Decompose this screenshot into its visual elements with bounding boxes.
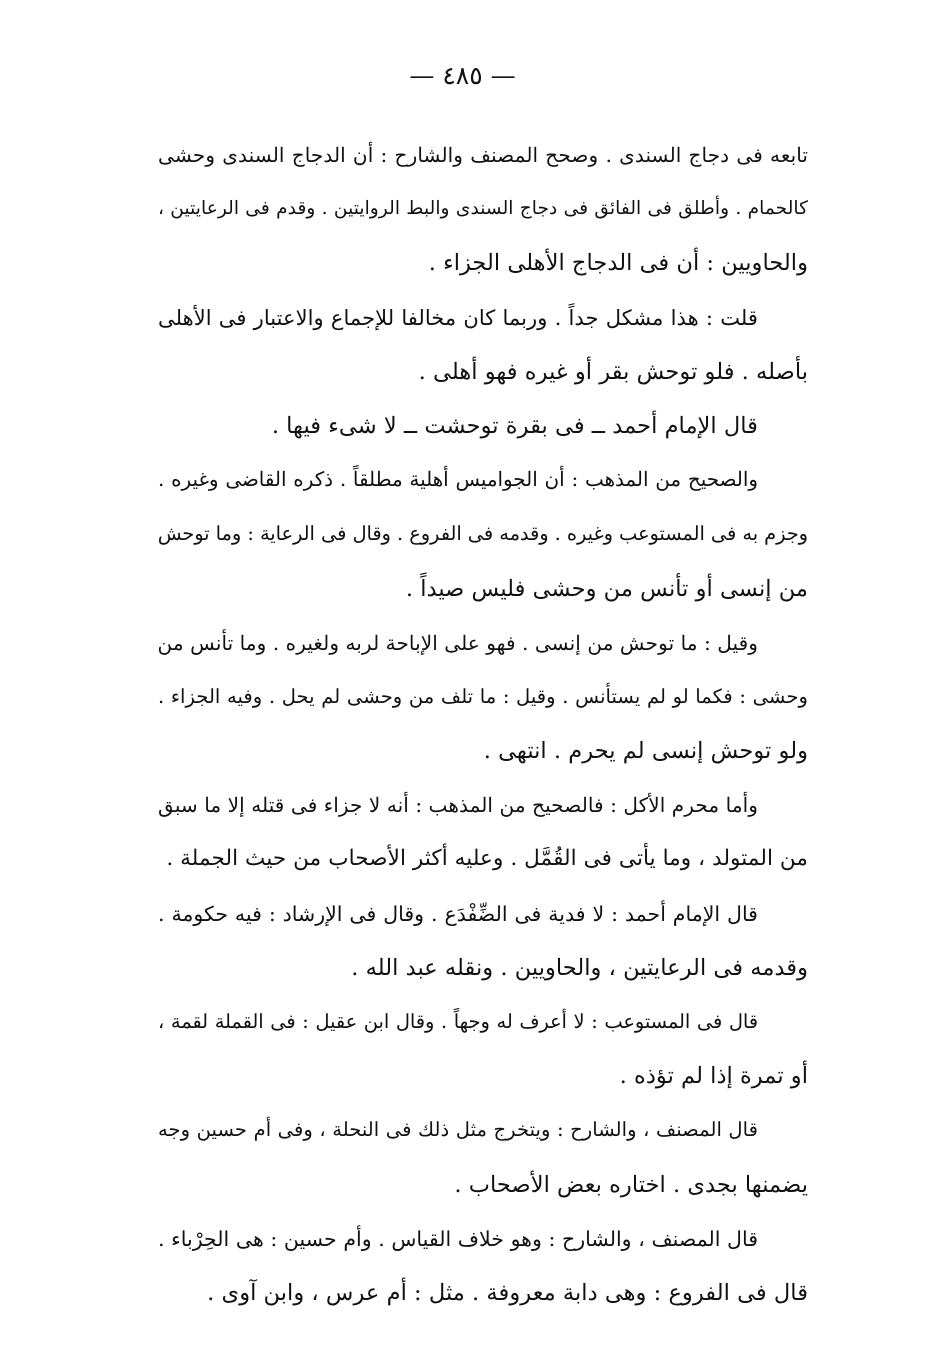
text-line: وأما محرم الأكل : فالصحيح من المذهب : أنه لا جزاء فى قتله إلا ما سبق bbox=[158, 793, 758, 818]
text-line: قال فى الفروع : وهى دابة معروفة . مثل : أم عرس ، وابن آوى . bbox=[207, 1279, 808, 1306]
text-line: قلت : هذا مشكل جداً . وربما كان مخالفا للإجماع والاعتبار فى الأهلى bbox=[158, 304, 758, 330]
text-line: قال الإمام أحمد : لا فدية فى الضِّفْدَع . وقال فى الإرشاد : فيه حكومة . bbox=[158, 901, 758, 926]
text-line: أو تمرة إذا لم تؤذه . bbox=[619, 1063, 808, 1090]
text-line: وحشى : فكما لو لم يستأنس . وقيل : ما تلف من وحشى لم يحل . وفيه الجزاء . bbox=[158, 684, 808, 708]
text-line: تابعه فى دجاج السندى . وصحح المصنف والشارح : أن الدجاج السندى وحشى bbox=[158, 143, 808, 167]
text-line: وقيل : ما توحش من إنسى . فهو على الإباحة لربه ولغيره . وما تأنس من bbox=[157, 630, 758, 655]
text-line: قال فى المستوعب : لا أعرف له وجهاً . وقال ابن عقيل : فى القملة لقمة ، bbox=[158, 1010, 758, 1033]
text-line: قال المصنف ، والشارح : وهو خلاف القياس . وأم حسين : هى الحِرْباء . bbox=[158, 1226, 758, 1251]
text-line: من المتولد ، وما يأتى فى القُمَّل . وعليه أكثر الأصحاب من حيث الجملة . bbox=[166, 846, 808, 872]
text-line: قال المصنف ، والشارح : ويتخرج مثل ذلك فى النحلة ، وفى أم حسين وجه bbox=[158, 1118, 758, 1142]
text-line: وقدمه فى الرعايتين ، والحاويين . ونقله عبد الله . bbox=[351, 954, 808, 981]
text-line: قال الإمام أحمد ــ فى بقرة توحشت ــ لا شىء فيها . bbox=[271, 412, 758, 439]
body-text bbox=[158, 128, 808, 1320]
text-line: والصحيح من المذهب : أن الجواميس أهلية مطلقاً . ذكره القاضى وغيره . bbox=[158, 468, 758, 492]
text-line: بأصله . فلو توحش بقر أو غيره فهو أهلى . bbox=[418, 358, 808, 385]
text-line: من إنسى أو تأنس من وحشى فليس صيداً . bbox=[405, 575, 808, 602]
text-line: ولو توحش إنسى لم يحرم . انتهى . bbox=[483, 738, 808, 765]
text-line: وجزم به فى المستوعب وغيره . وقدمه فى الفروع . وقال فى الرعاية : وما توحش bbox=[157, 522, 808, 546]
text-line: يضمنها بجدى . اختاره بعض الأصحاب . bbox=[454, 1171, 808, 1198]
text-line: كالحمام . وأطلق فى الفائق فى دجاج السندى والبط الروايتين . وقدم فى الرعايتين ، bbox=[158, 198, 808, 220]
text-line: والحاويين : أن فى الدجاج الأهلى الجزاء . bbox=[428, 250, 808, 277]
page-number: — ٤٨٥ — bbox=[409, 61, 516, 90]
